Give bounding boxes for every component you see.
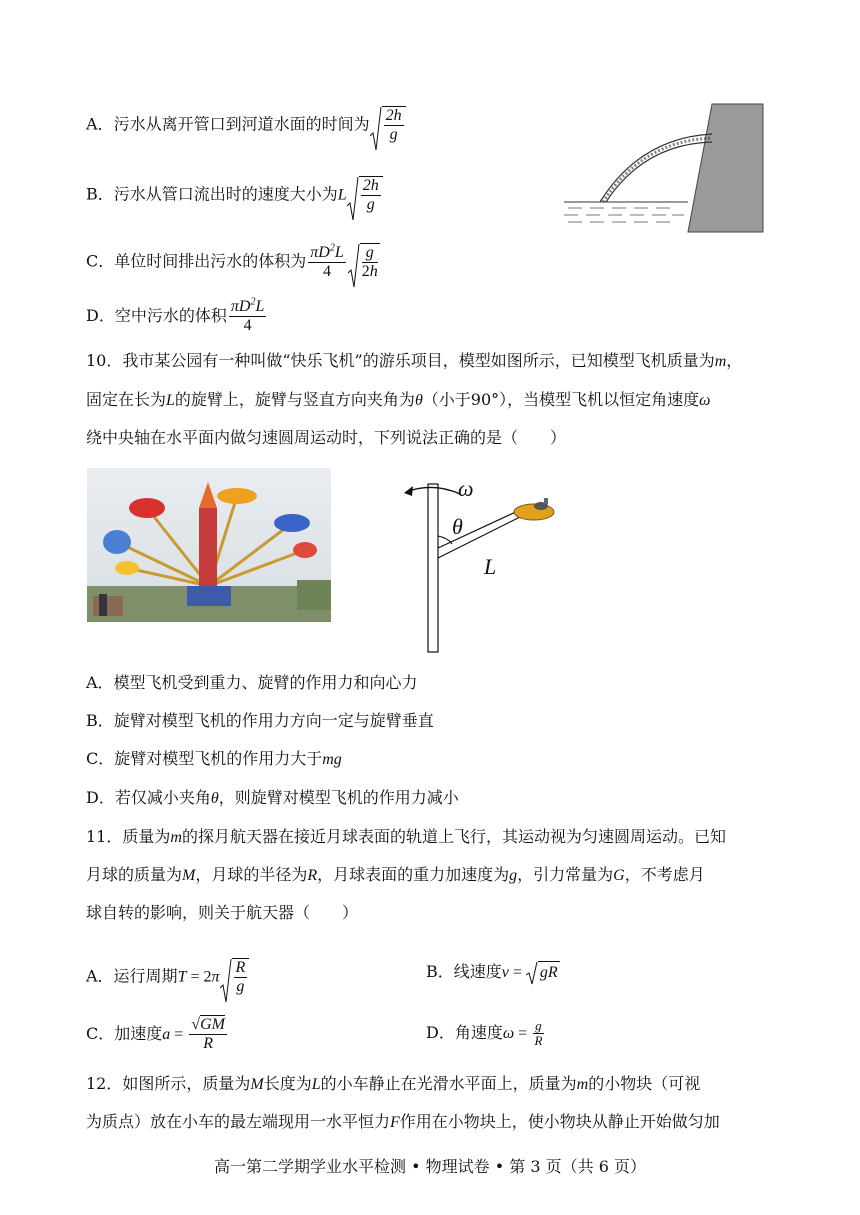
q11-option-b: B．线速度v = gR — [426, 961, 560, 984]
q10-option-c: C．旋臂对模型飞机的作用力大于mg — [86, 749, 342, 768]
sqrt-2h-over-g: $\frac{2h}{g}$ — [370, 106, 406, 144]
q9-option-d: D．空中污水的体积 $\frac{\pi D^2L}{4}$ — [86, 296, 265, 334]
pi-d2l-over-4: $\frac{\pi D^2L}{4}$ — [230, 296, 265, 334]
q12-stem-line-2: 为质点）放在小车的最左端现用一水平恒力F作用在小物块上，使小物块从静止开始做匀加 — [86, 1112, 720, 1131]
fig-theta-label: θ — [452, 514, 463, 539]
q10-stem-line-2: 固定在长为L的旋臂上，旋臂与竖直方向夹角为θ（小于90°），当模型飞机以恒定角速度ω — [86, 390, 711, 409]
q11-stem-line-2: 月球的质量为M，月球的半径为R，月球表面的重力加速度为g，引力常量为G，不考虑月 — [86, 865, 705, 884]
fig-omega-label: ω — [458, 476, 474, 501]
q9-option-c: C．单位时间排出污水的体积为 $\frac{\pi D^2L}{4}$ $\frac{g}{2h}$ — [86, 243, 380, 281]
sqrt-gr: gR — [526, 961, 560, 984]
flying-plane-model-diagram — [396, 474, 566, 654]
page-footer: 高一第二学期学业水平检测 • 物理试卷 • 第 3 页（共 6 页） — [214, 1157, 646, 1176]
sqrt-gm-over-r: $\frac{√GM}{R}$ — [191, 1016, 225, 1052]
q11-option-a: A．运行周期T = 2π $\frac{R}{g}$ — [86, 958, 249, 996]
sqrt-r-over-g: $\frac{R}{g}$ — [220, 958, 250, 996]
q10-option-d: D．若仅减小夹角θ，则旋臂对模型飞机的作用力减小 — [86, 788, 459, 807]
q10-option-b: B．旋臂对模型飞机的作用力方向一定与旋臂垂直 — [86, 711, 434, 730]
g-over-r: $\frac{g}{R}$ — [534, 1018, 543, 1048]
sqrt-g-over-2h: $\frac{g}{2h}$ — [348, 243, 380, 281]
q9-option-a: A．污水从离开管口到河道水面的时间为 $\frac{2h}{g}$ — [86, 106, 406, 144]
q10-option-a: A．模型飞机受到重力、旋臂的作用力和向心力 — [86, 673, 418, 692]
q10-stem-line-3: 绕中央轴在水平面内做匀速圆周运动时，下列说法正确的是（ ） — [86, 428, 567, 447]
amusement-ride-photo — [87, 468, 331, 622]
sewage-pipe-figure — [560, 98, 770, 238]
sqrt-2h-over-g: $\frac{2h}{g}$ — [347, 176, 383, 214]
pi-d2l-over-4: $\frac{\pi D^2L}{4}$ — [310, 242, 344, 280]
q11-option-c: C．加速度a = $\frac{√GM}{R}$ — [86, 1016, 225, 1052]
q11-stem-line-3: 球自转的影响，则关于航天器（ ） — [86, 903, 359, 922]
q10-stem-line-1: 10．我市某公园有一种叫做“快乐飞机”的游乐项目，模型如图所示，已知模型飞机质量为m， — [86, 351, 743, 370]
fig-l-label: L — [484, 554, 497, 579]
q11-option-d: D．角速度ω = $\frac{g}{R}$ — [426, 1018, 543, 1048]
q11-stem-line-1: 11．质量为m的探月航天器在接近月球表面的轨道上飞行，其运动视为匀速圆周运动。已知 — [86, 827, 726, 846]
q12-stem-line-1: 12．如图所示，质量为M长度为L的小车静止在光滑水平面上，质量为m的小物块（可视 — [86, 1074, 701, 1093]
q9-option-b: B．污水从管口流出时的速度大小为L $\frac{2h}{g}$ — [86, 176, 383, 214]
